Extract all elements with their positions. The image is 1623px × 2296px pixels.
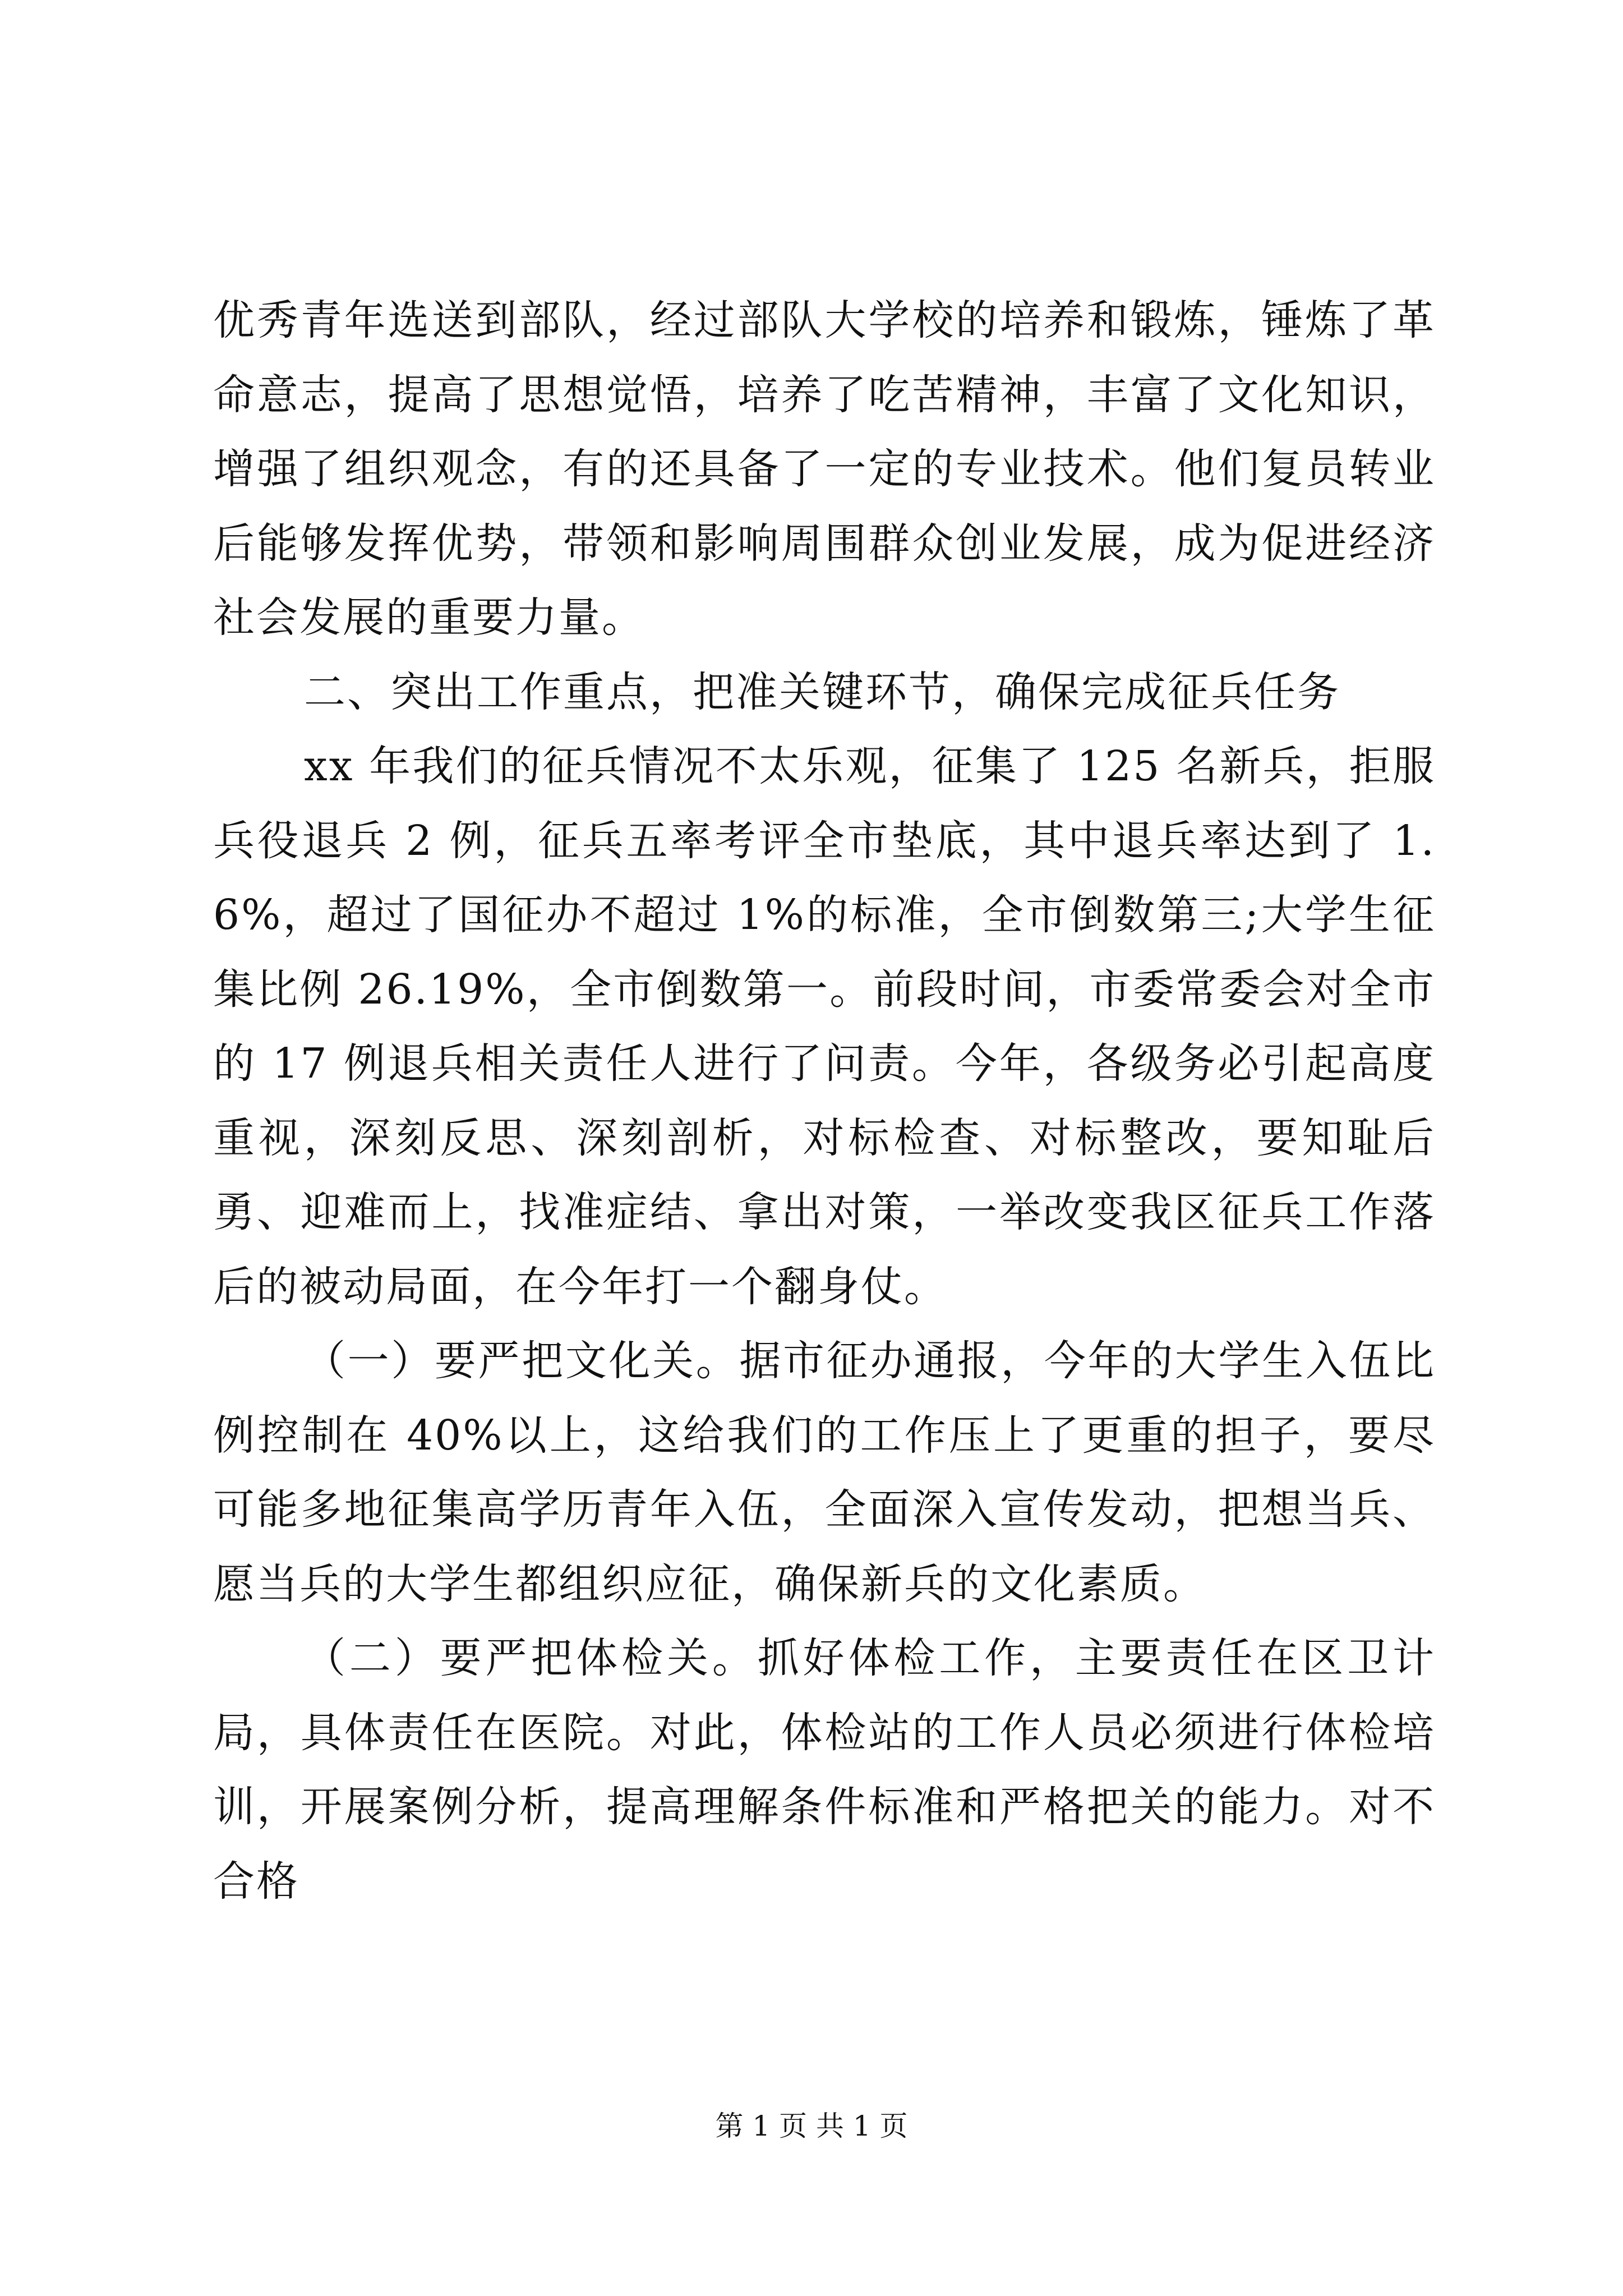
paragraph-culture-check: （一）要严把文化关。据市征办通报，今年的大学生入伍比例控制在 40%以上，这给我们的工作压上了更重的担子，要尽可能多地征集高学历青年入伍，全面深入宣传发动，把想当兵、愿当兵的大学生都组织应征，确保新兵的文化素质。	[213, 1337, 1436, 1608]
document-body	[213, 283, 1436, 1918]
page-footer: 第 1 页 共 1 页	[715, 2110, 908, 2142]
section-heading: 二、突出工作重点，把准关键环节，确保完成征兵任务	[304, 668, 1340, 716]
paragraph-health-check: （二）要严把体检关。抓好体检工作，主要责任在区卫计局，具体责任在医院。对此，体检站的工作人员必须进行体检培训，开展案例分析，提高理解条件标准和严格把关的能力。对不合格	[213, 1634, 1436, 1906]
paragraph-recruitment-status: xx 年我们的征兵情况不太乐观，征集了 125 名新兵，拒服兵役退兵 2 例，征兵五率考评全市垫底，其中退兵率达到了 1.6%，超过了国征办不超过 1%的标准，全市倒数第三;大学生征集比例 26.19%，全市倒数第一。前段时间，市委常委会对全市的 17 例退兵相关责任人进行了问责。今年，各级务必引起高度重视，深刻反思、深刻剖析，对标检查、对标整改，要知耻后勇、迎难而上，找准症结、拿出对策，一举改变我区征兵工作落后的被动局面，在今年打一个翻身仗。	[213, 742, 1436, 1311]
paragraph-continuation: 优秀青年选送到部队，经过部队大学校的培养和锻炼，锤炼了革命意志，提高了思想觉悟，培养了吃苦精神，丰富了文化知识，增强了组织观念，有的还具备了一定的专业技术。他们复员转业后能够发挥优势，带领和影响周围群众创业发展，成为促进经济社会发展的重要力量。	[213, 296, 1436, 642]
